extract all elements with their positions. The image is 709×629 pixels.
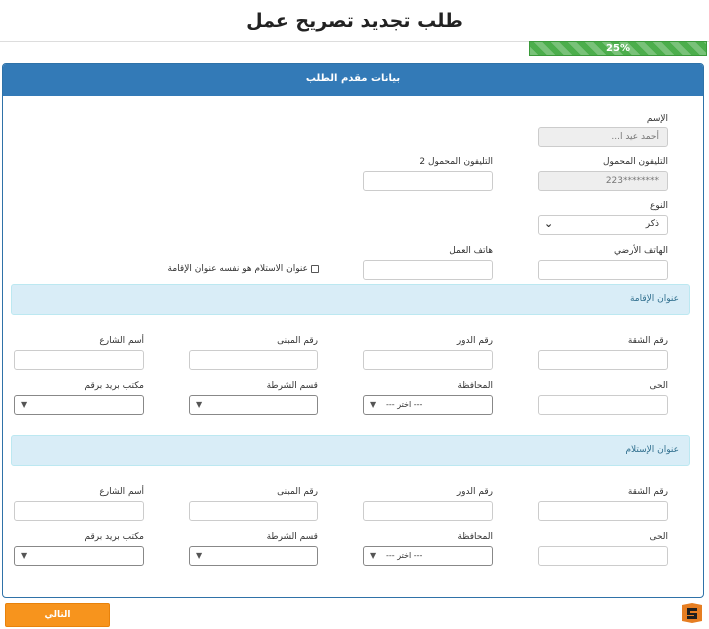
- gender-select[interactable]: [538, 215, 668, 235]
- res-floor-label: رقم الدور: [456, 336, 493, 346]
- res-street-label: أسم الشارع: [99, 336, 144, 346]
- res-police-label: قسم الشرطة: [266, 381, 318, 391]
- mobile-field[interactable]: ********223: [538, 171, 668, 191]
- caret-down-icon: ▼: [370, 400, 377, 409]
- gender-label: النوع: [650, 201, 668, 211]
- res-building-field[interactable]: [189, 350, 318, 370]
- work-phone-label: هاتف العمل: [449, 246, 493, 256]
- mobile-label: التليفون المحمول: [603, 157, 668, 167]
- same-address-checkbox[interactable]: [168, 264, 319, 274]
- res-apartment-label: رقم الشقة: [627, 336, 668, 346]
- name-field[interactable]: أحمد عيد ا...: [538, 127, 668, 147]
- res-governorate-label: المحافظة: [457, 381, 493, 391]
- del-district-label: الحى: [649, 532, 668, 542]
- gender-value: ذكر: [645, 219, 659, 229]
- del-postal-label: مكتب بريد برقم: [84, 532, 144, 542]
- res-postal-select[interactable]: [14, 395, 144, 415]
- next-button[interactable]: التالي: [5, 603, 110, 627]
- chevron-down-icon: ⌄: [544, 217, 554, 230]
- del-apartment-field[interactable]: [538, 501, 668, 521]
- residence-section-title: عنوان الإقامة: [11, 284, 690, 315]
- res-governorate-select[interactable]: [363, 395, 493, 415]
- del-police-label: قسم الشرطة: [266, 532, 318, 542]
- del-street-label: أسم الشارع: [99, 487, 144, 497]
- caret-down-icon: ▼: [196, 400, 203, 409]
- del-street-field[interactable]: [14, 501, 144, 521]
- res-governorate-value: --- اختر ---: [386, 400, 423, 409]
- landline-label: الهاتف الأرضي: [614, 246, 668, 256]
- caret-down-icon: ▼: [196, 551, 203, 560]
- caret-down-icon: ▼: [21, 551, 28, 560]
- del-floor-field[interactable]: [363, 501, 493, 521]
- res-building-label: رقم المبنى: [277, 336, 318, 346]
- mobile2-field[interactable]: [363, 171, 493, 191]
- checkbox-box[interactable]: [311, 265, 319, 273]
- work-phone-field[interactable]: [363, 260, 493, 280]
- progress-bar: [529, 41, 707, 56]
- del-apartment-label: رقم الشقة: [627, 487, 668, 497]
- caret-down-icon: ▼: [370, 551, 377, 560]
- del-postal-select[interactable]: [14, 546, 144, 566]
- del-building-field[interactable]: [189, 501, 318, 521]
- progress-label: 25%: [606, 43, 630, 54]
- mobile2-label: التليفون المحمول 2: [419, 157, 493, 167]
- del-governorate-label: المحافظة: [457, 532, 493, 542]
- del-governorate-value: --- اختر ---: [386, 551, 423, 560]
- res-apartment-field[interactable]: [538, 350, 668, 370]
- brand-logo: [679, 600, 705, 626]
- delivery-section-title: عنوان الإستلام: [11, 435, 690, 466]
- res-police-select[interactable]: [189, 395, 318, 415]
- panel-title: بيانات مقدم الطلب: [3, 64, 703, 96]
- res-district-label: الحى: [649, 381, 668, 391]
- del-building-label: رقم المبنى: [277, 487, 318, 497]
- res-district-field[interactable]: [538, 395, 668, 415]
- del-governorate-select[interactable]: [363, 546, 493, 566]
- res-postal-label: مكتب بريد برقم: [84, 381, 144, 391]
- del-district-field[interactable]: [538, 546, 668, 566]
- res-street-field[interactable]: [14, 350, 144, 370]
- name-label: الإسم: [646, 114, 668, 124]
- res-floor-field[interactable]: [363, 350, 493, 370]
- del-floor-label: رقم الدور: [456, 487, 493, 497]
- landline-field[interactable]: [538, 260, 668, 280]
- del-police-select[interactable]: [189, 546, 318, 566]
- caret-down-icon: ▼: [21, 400, 28, 409]
- same-address-label: عنوان الاستلام هو نفسه عنوان الإقامة: [167, 264, 308, 274]
- page-title: طلب تجديد تصريح عمل: [246, 10, 463, 32]
